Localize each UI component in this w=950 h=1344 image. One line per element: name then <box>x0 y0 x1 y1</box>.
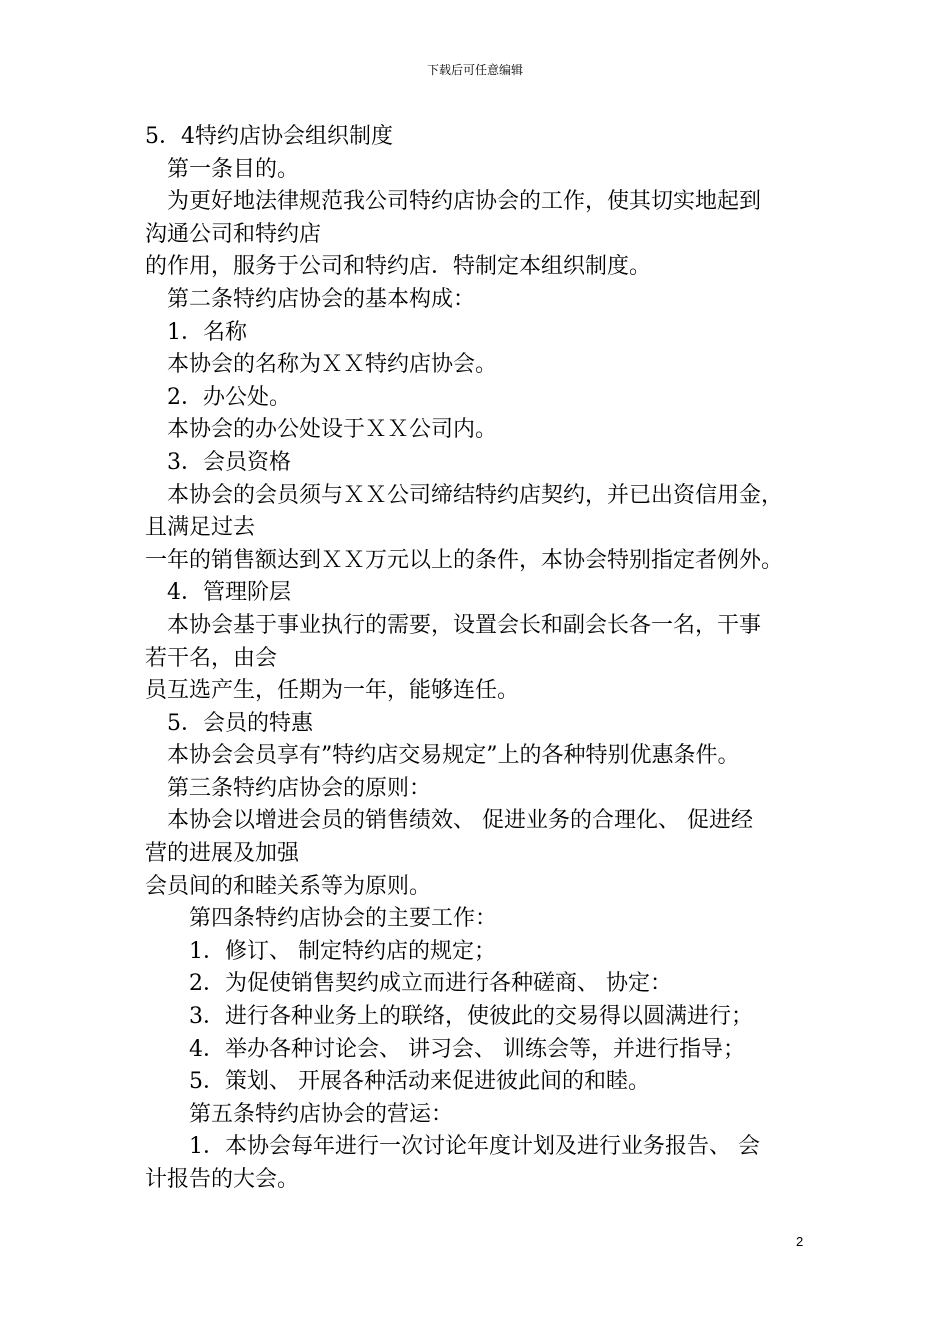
paragraph-line: 沟通公司和特约店 <box>145 221 322 247</box>
list-item: 3．进行各种业务上的联络，使彼此的交易得以圆满进行； <box>189 1004 753 1030</box>
paragraph-line: 本协会以增进会员的销售绩效、 促进业务的合理化、 促进经 <box>167 808 753 834</box>
paragraph-line: 为更好地法律规范我公司特约店协会的工作，使其切实地起到 <box>167 189 762 215</box>
paragraph-line: 的作用，服务于公司和特约店．特制定本组织制度。 <box>145 254 652 280</box>
list-item: 4．举办各种讨论会、 讲习会、 训练会等，并进行指导； <box>189 1036 745 1062</box>
list-item: 1．修订、 制定特约店的规定； <box>189 938 496 964</box>
paragraph-line: 会员间的和睦关系等为原则。 <box>145 873 432 899</box>
article-heading: 第四条特约店协会的主要工作： <box>189 906 498 932</box>
section-heading: 5．4特约店协会组织制度 <box>145 124 393 149</box>
article-heading: 第三条特约店协会的原则： <box>167 775 432 801</box>
header-note: 下载后可任意编辑 <box>426 63 523 77</box>
article-heading: 第五条特约店协会的营运： <box>189 1101 454 1127</box>
page-number: 2 <box>796 1234 804 1249</box>
list-item: 4．管理阶层 <box>167 580 291 606</box>
article-heading: 第二条特约店协会的基本构成： <box>167 286 476 312</box>
paragraph-line: 若干名，由会 <box>145 645 278 671</box>
paragraph-line: 员互选产生，任期为一年，能够连任。 <box>145 678 520 704</box>
list-item: 5．策划、 开展各种活动来促进彼此间的和睦。 <box>189 1069 650 1095</box>
list-item: 1．名称 <box>167 319 247 345</box>
list-item: 2．办公处。 <box>167 384 291 410</box>
list-item: 1．本协会每年进行一次讨论年度计划及进行业务报告、 会 <box>189 1134 760 1160</box>
paragraph-line: 一年的销售额达到ＸＸ万元以上的条件，本协会特别指定者例外。 <box>145 547 784 573</box>
paragraph-line: 本协会基于事业执行的需要，设置会长和副会长各一名，干事 <box>167 612 762 638</box>
paragraph-line: 本协会的办公处设于ＸＸ公司内。 <box>167 417 498 443</box>
paragraph-line: 营的进展及加强 <box>145 841 300 867</box>
article-heading: 第一条目的。 <box>167 156 300 182</box>
list-item: 3．会员资格 <box>167 449 291 475</box>
paragraph-line: 本协会的名称为ＸＸ特约店协会。 <box>167 352 498 378</box>
list-item: 5．会员的特惠 <box>167 710 313 736</box>
paragraph-line: 本协会的会员须与ＸＸ公司缔结特约店契约，并已出资信用金， <box>167 482 784 508</box>
paragraph-line: 计报告的大会。 <box>145 1167 300 1192</box>
list-item: 2．为促使销售契约成立而进行各种磋商、 协定： <box>189 971 672 997</box>
document-body <box>145 121 825 1197</box>
paragraph-line: 且满足过去 <box>145 515 256 541</box>
paragraph-line: 本协会会员享有”特约店交易规定”上的各种特别优惠条件。 <box>167 743 740 769</box>
